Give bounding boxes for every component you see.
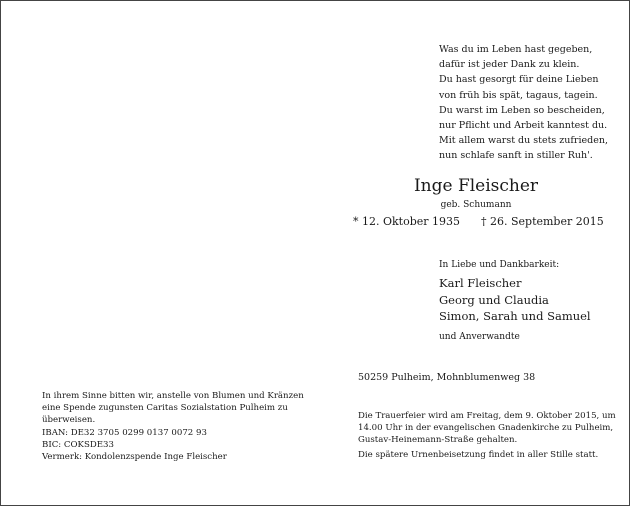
mourner-name: Karl Fleischer <box>439 276 522 290</box>
poem-line: nun schlafe sanft in stiller Ruh'. <box>439 150 593 162</box>
poem-line: Was du im Leben hast gegeben, <box>439 44 593 55</box>
donation-line: überweisen. <box>42 415 96 426</box>
poem-line: nur Pflicht und Arbeit kanntest du. <box>439 120 608 132</box>
donation-bic: BIC: COKSDE33 <box>42 439 114 450</box>
ceremony-line: Gustav-Heinemann-Straße gehalten. <box>358 435 518 446</box>
poem-line: Du warst im Leben so bescheiden, <box>439 104 605 116</box>
funeral-notice <box>358 410 618 461</box>
poem-line: Mit allem warst du stets zufrieden, <box>439 135 608 147</box>
family-address: 50259 Pulheim, Mohnblumenweg 38 <box>358 372 536 383</box>
birth-name: geb. Schumann <box>440 200 512 210</box>
mourners-intro: In Liebe und Dankbarkeit: <box>439 260 560 270</box>
donation-line: In ihrem Sinne bitten wir, anstelle von Blumen und Kränzen <box>42 391 304 401</box>
deceased-name: Inge Fleischer <box>413 176 539 196</box>
poem-line: von früh bis spät, tagaus, tagein. <box>439 89 598 101</box>
relatives-note: und Anverwandte <box>439 332 520 342</box>
mourner-name: Simon, Sarah und Samuel <box>439 309 591 323</box>
mourners-list <box>439 275 591 325</box>
mourner-name: Georg und Claudia <box>439 292 549 307</box>
donation-line: eine Spende zugunsten Caritas Sozialstation Pulheim zu <box>42 403 288 414</box>
birth-date: * 12. Oktober 1935 <box>353 215 461 228</box>
death-date: † 26. September 2015 <box>481 215 604 228</box>
donation-notice <box>42 390 304 463</box>
poem-line: Du hast gesorgt für deine Lieben <box>439 74 599 86</box>
poem <box>439 42 619 164</box>
ceremony-line: 14.00 Uhr in der evangelischen Gnadenkirche zu Pulheim, <box>358 423 614 434</box>
urn-burial-note: Die spätere Urnenbeisetzung findet in aller Stille statt. <box>358 449 599 460</box>
donation-iban: IBAN: DE32 3705 0299 0137 0072 93 <box>42 427 207 438</box>
ceremony-line: Die Trauerfeier wird am Freitag, dem 9. Oktober 2015, um <box>358 411 616 421</box>
donation-reference: Vermerk: Kondolenzspende Inge Fleischer <box>42 452 227 463</box>
poem-line: dafür ist jeder Dank zu klein. <box>439 59 580 71</box>
